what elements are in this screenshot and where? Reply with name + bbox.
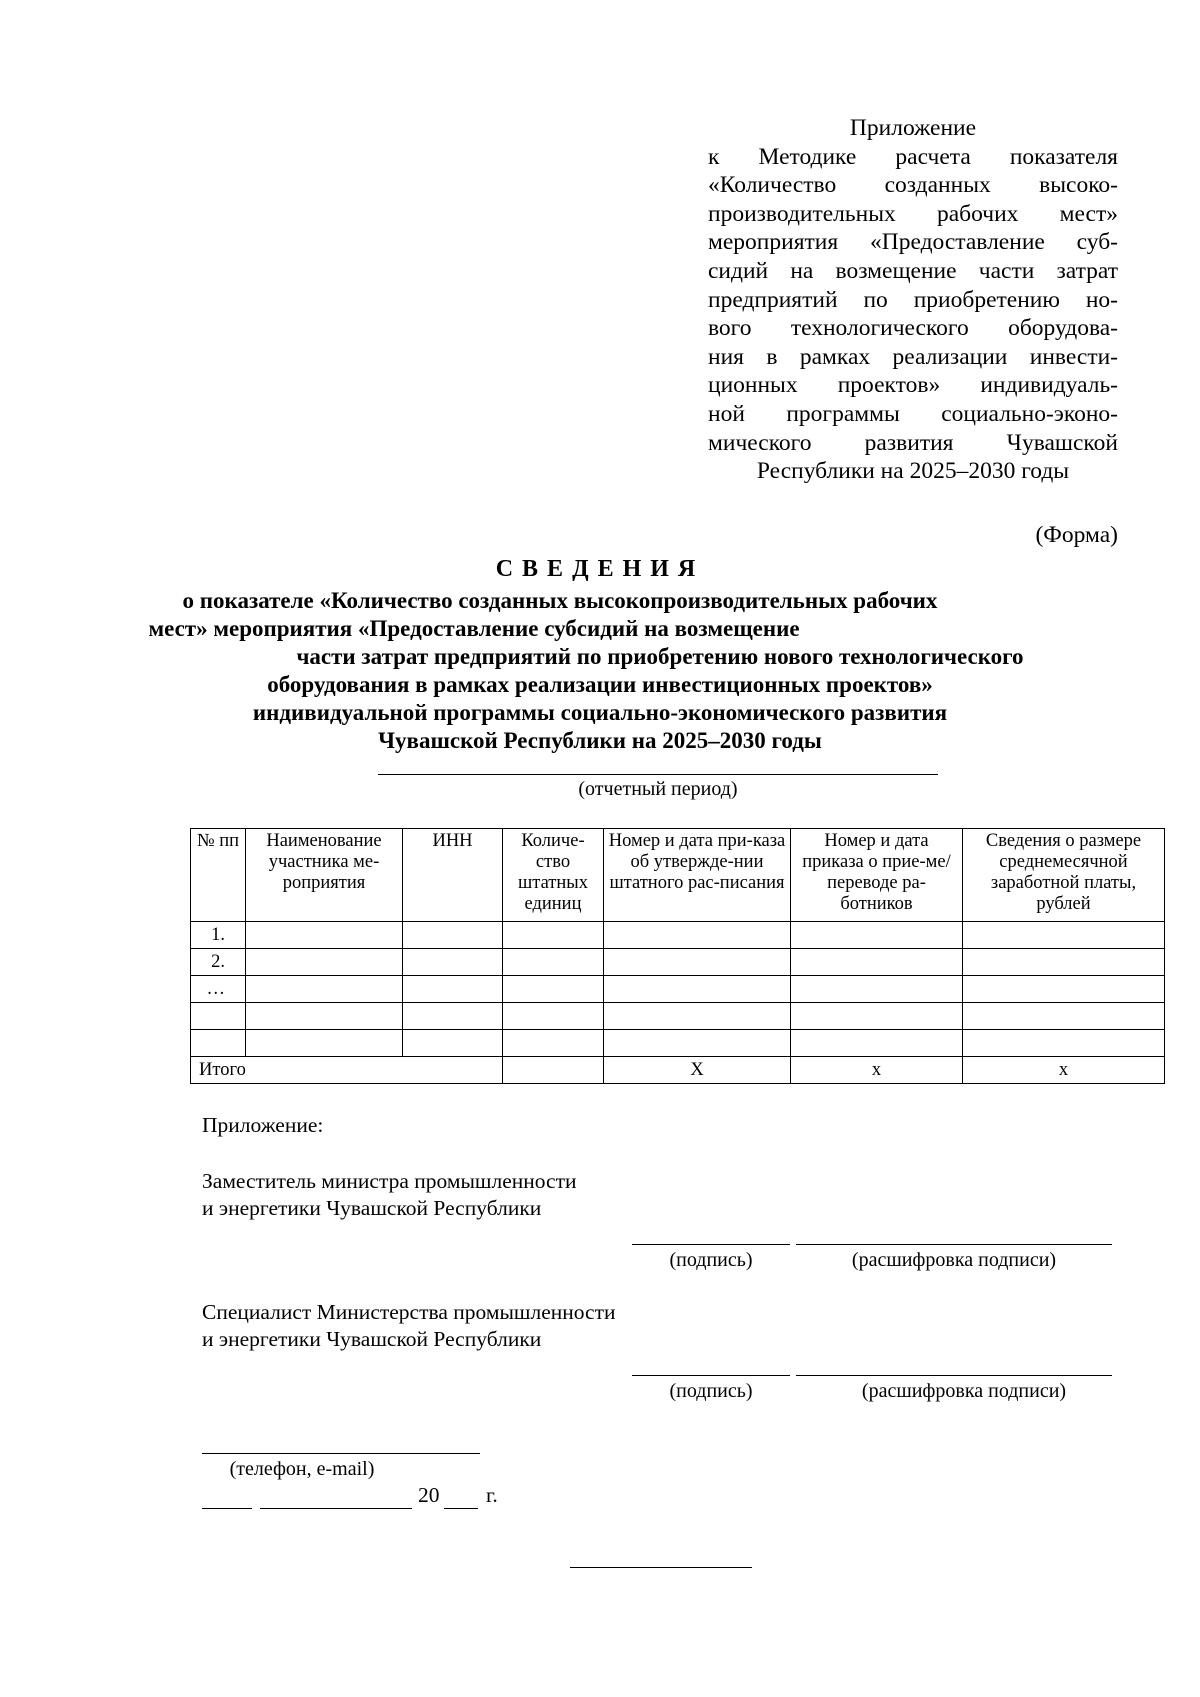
table-cell [604,922,791,949]
table-cell [604,976,791,1003]
table-cell [791,1030,963,1057]
table-cell [403,949,503,976]
period-line [378,774,938,775]
date-day-line [202,1508,252,1509]
row-number: … [191,976,246,1003]
signer1-title-line2: и энергетики Чувашской Республики [202,1196,542,1220]
date-year-prefix: 20 [418,1483,440,1507]
table-cell [963,949,1165,976]
table-total-row [191,1057,1165,1084]
footer-rule [570,1567,752,1568]
table-cell [503,1003,604,1030]
table-cell [604,949,791,976]
table-row [191,922,1165,949]
total-mark: x [963,1057,1165,1084]
table-row [191,949,1165,976]
total-label: Итого [191,1057,503,1084]
table-cell [246,1003,403,1030]
appendix-line: сидий на возмещение части затрат [708,257,1118,284]
table-cell [503,976,604,1003]
table-cell [246,1030,403,1057]
date-month-line [260,1508,412,1509]
title-line: мест» мероприятия «Предоставление субсидий на возмещение [148,616,800,641]
appendix-line: к Методике расчета показателя [708,143,1118,170]
signature-decode-caption: (расшифровка подписи) [851,1249,1057,1271]
col-header-hiring-order: Номер и дата приказа о прие-ме/переводе ра-ботников [791,829,963,922]
table-cell [246,922,403,949]
col-header-staff-units: Количе-ство штатных единиц [503,829,604,922]
period-caption: (отчетный период) [578,778,738,800]
row-number [191,1003,246,1030]
appendix-line: «Количество созданных высоко- [708,172,1118,199]
table-cell [403,976,503,1003]
table-cell [963,976,1165,1003]
date-year-line [444,1508,478,1509]
col-header-salary: Сведения о размере среднемесячной заработной платы, рублей [963,829,1165,922]
signer1-title-line1: Заместитель министра промышленности [202,1169,577,1193]
row-number [191,1030,246,1057]
signature-caption: (подпись) [669,1249,753,1271]
signature-decode-caption: (расшифровка подписи) [861,1380,1067,1402]
table-cell [403,1030,503,1057]
appendix-line: производительных рабочих мест» [708,200,1118,227]
row-number: 2. [191,949,246,976]
appendix-line: ционных проектов» индивидуаль- [708,372,1118,399]
table-cell [246,949,403,976]
signature-line [632,1244,790,1245]
table-cell [503,1030,604,1057]
table-cell [403,922,503,949]
signature-decode-line [796,1375,1112,1376]
contact-caption: (телефон, e-mail) [229,1458,375,1480]
form-label: (Форма) [1035,522,1118,548]
appendix-line: мического развития Чувашской [708,429,1118,456]
appendix-block [708,114,1118,486]
table-cell [963,1030,1165,1057]
table-cell [503,949,604,976]
total-mark: x [791,1057,963,1084]
appendix-line: ния в рамках реализации инвести- [708,343,1118,370]
appendix-line: ной программы социально-эконо- [708,400,1118,427]
table-cell [604,1003,791,1030]
table-cell [403,1003,503,1030]
table-cell [246,976,403,1003]
table-cell [791,922,963,949]
col-header-inn: ИНН [403,829,503,922]
table-row [191,976,1165,1003]
table-row [191,1003,1165,1030]
attachment-label: Приложение: [202,1113,324,1137]
document-title: СВЕДЕНИЯ [495,556,705,582]
table-cell [791,976,963,1003]
signer2-title-line2: и энергетики Чувашской Республики [202,1327,542,1351]
total-mark: X [604,1057,791,1084]
signature-caption: (подпись) [669,1380,753,1402]
signature-decode-line [796,1244,1112,1245]
table-cell [503,922,604,949]
table-cell [791,949,963,976]
table-row [191,1030,1165,1057]
col-header-participant: Наименование участника ме-роприятия [246,829,403,922]
appendix-heading: Приложение [849,115,977,141]
title-line: части затрат предприятий по приобретению нового технологического [296,644,1024,669]
table-header-row [191,829,1165,922]
signer2-title-line1: Специалист Министерства промышленности [202,1300,616,1324]
title-line: Чувашской Республики на 2025–2030 годы [378,728,822,753]
title-line: о показателе «Количество созданных высокопроизводительных рабочих [182,588,938,613]
col-header-number: № пп [191,829,246,922]
table-cell [503,1057,604,1084]
title-line: оборудования в рамках реализации инвестиционных проектов» [267,672,933,697]
table-cell [963,1003,1165,1030]
row-number: 1. [191,922,246,949]
table-cell [791,1003,963,1030]
appendix-line: вого технологического оборудова- [708,315,1118,342]
indicator-table [190,828,1165,1084]
appendix-line: предприятий по приобретению но- [708,286,1118,313]
table-cell [604,1030,791,1057]
date-suffix: г. [486,1483,498,1507]
col-header-staffing-order: Номер и дата при-каза об утвержде-нии штатного рас-писания [604,829,791,922]
appendix-last-line: Республики на 2025–2030 годы [756,458,1070,485]
signature-line [632,1375,790,1376]
table-cell [963,922,1165,949]
title-line: индивидуальной программы социально-экономического развития [252,700,948,725]
contact-line [202,1453,480,1454]
appendix-line: мероприятия «Предоставление суб- [708,229,1118,256]
